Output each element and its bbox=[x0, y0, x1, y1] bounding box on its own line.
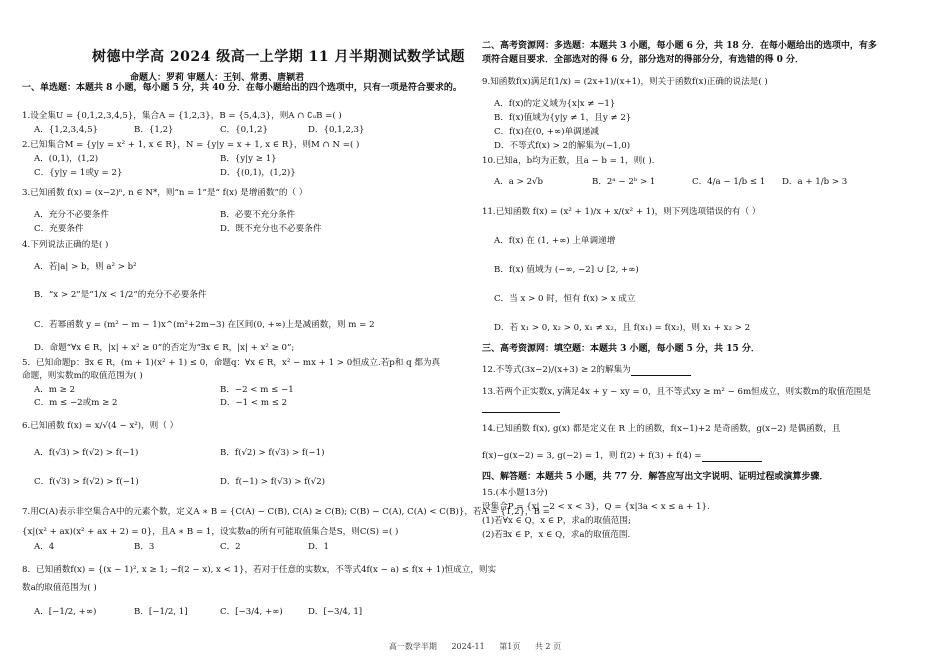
question-5-line-2: 命题，则实数m的取值范围为( ) bbox=[22, 371, 143, 381]
question-1: 1.设全集U = {0,1,2,3,4,5}，集合A = {1,2,3}，B = {5,4,3}，则A ∩ ∁ᵤB =( ) bbox=[22, 111, 342, 121]
q13-answer-blank bbox=[482, 403, 560, 413]
q7-option-b: B．3 bbox=[134, 542, 155, 552]
q6-option-d: D．f(−1) > f(√3) > f(√2) bbox=[220, 477, 326, 487]
question-2: 2.已知集合M = {y|y = x² + 1, x ∈ R}，N = {y|y = x + 1, x ∈ R}，则M ∩ N =( ) bbox=[22, 140, 360, 150]
q1-option-a: A．{1,2,3,4,5} bbox=[34, 125, 98, 135]
q1-option-b: B．{1,2} bbox=[134, 125, 174, 135]
question-7-line-2: {x|(x² + ax)(x² + ax + 2) = 0}，且A ∗ B = 1，设实数a的所有可能取值集合是S，则C(S) =( ) bbox=[22, 527, 399, 537]
question-8-line-2: 数a的取值范围为( ) bbox=[22, 583, 97, 593]
q7-option-d: D．1 bbox=[308, 542, 329, 552]
question-15-part-2: (2)若∃x ∈ P，x ∈ Q，求a的取值范围. bbox=[482, 530, 631, 540]
q4-option-b: B．“x > 2”是“1/x < 1/2”的充分不必要条件 bbox=[34, 290, 207, 300]
q5-option-c: C．m ≤ −2或m ≥ 2 bbox=[34, 398, 118, 408]
question-8-line-1: 8．已知函数f(x) = {(x − 1)², x ≥ 1; −f(2 − x), x < 1}，若对于任意的实数x，不等式4f(x − a) ≤ f(x + 1)恒成立，则实 bbox=[22, 565, 497, 575]
q2-option-b: B．{y|y ≥ 1} bbox=[220, 154, 277, 164]
question-15-part-1: (1)若∀x ∈ Q，x ∈ P，求a的取值范围; bbox=[482, 516, 631, 526]
question-9: 9.知函数f(x)满足f(1/x) = (2x+1)/(x+1)，则关于函数f(x)正确的说法是( ) bbox=[482, 77, 768, 87]
q3-option-d: D．既不充分也不必要条件 bbox=[220, 224, 322, 234]
section-single-choice: 一、单选题：本题共 8 小题，每小题 5 分，共 40 分．在每小题给出的四个选项中，只有一项是符合要求的。 bbox=[22, 83, 462, 93]
q2-option-d: D．{(0,1)，(1,2)} bbox=[220, 168, 296, 178]
q6-option-a: A．f(√3) > f(√2) > f(−1) bbox=[34, 448, 139, 458]
footer-subject: 高一数学半期 bbox=[388, 642, 437, 651]
q3-option-c: C．充要条件 bbox=[34, 224, 84, 234]
q4-option-c: C．若幂函数 y = (m² − m − 1)x^(m²+2m−3) 在区间(0, +∞)上是减函数，则 m = 2 bbox=[34, 320, 375, 330]
question-5-line-1: 5．已知命题p：∃x ∈ R，(m + 1)(x² + 1) ≤ 0，命题q：∀x ∈ R，x² − mx + 1 > 0恒成立.若p和 q 都为真 bbox=[22, 358, 441, 368]
q4-option-d: D．命题“∀x ∈ R，|x| + x² ≥ 0”的否定为“∃x ∈ R，|x| + x² ≥ 0”; bbox=[34, 343, 295, 353]
q10-option-a: A．a > 2√b bbox=[494, 177, 544, 187]
q6-option-c: C．f(√3) > f(√2) > f(−1) bbox=[34, 477, 139, 487]
q6-option-b: B．f(√2) > f(√3) > f(−1) bbox=[220, 448, 325, 458]
q9-option-d: D．不等式f(x) > 2的解集为(−1,0) bbox=[494, 141, 631, 151]
q8-option-c: C．[−3/4, +∞) bbox=[220, 607, 283, 617]
q5-option-a: A．m ≥ 2 bbox=[34, 385, 76, 395]
footer-total: 共 2 页 bbox=[534, 642, 562, 651]
q10-option-d: D．a + 1/b > 3 bbox=[782, 177, 848, 187]
section-fill-blank: 三、高考资源网：填空题：本题共 3 小题，每小题 5 分，共 15 分． bbox=[482, 344, 760, 354]
section-multi-choice-line-1: 二、高考资源网：多选题：本题共 3 小题，每小题 6 分，共 18 分．在每小题给出的选项中，有多 bbox=[482, 41, 877, 51]
section-solutions: 四、解答题：本题共 5 小题，共 77 分．解答应写出文字说明、证明过程或演算步骤． bbox=[482, 472, 829, 482]
q12-answer-blank bbox=[631, 366, 691, 376]
q8-option-d: D．[−3/4, 1] bbox=[308, 607, 363, 617]
q5-option-d: D．−1 < m ≤ 2 bbox=[220, 398, 288, 408]
q4-option-a: A．若|a| > b，则 a² > b² bbox=[34, 262, 137, 272]
exam-title: 树德中学高 2024 级高一上学期 11 月半期测试数学试题 bbox=[92, 49, 465, 65]
q7-option-c: C．2 bbox=[220, 542, 241, 552]
question-3: 3.已知函数 f(x) = (x−2)ⁿ, n ∈ N*，则“n = 1”是“ f(x) 是增函数”的（ ） bbox=[22, 188, 308, 198]
q9-option-c: C．f(x)在(0, +∞)单调递减 bbox=[494, 127, 599, 137]
q9-option-a: A．f(x)的定义域为{x|x ≠ −1} bbox=[494, 99, 616, 109]
question-12-text: 12.不等式(3x−2)/(x+3) ≥ 2的解集为 bbox=[482, 365, 631, 375]
q11-option-a: A．f(x) 在 (1, +∞) 上单调递增 bbox=[494, 236, 616, 246]
question-4: 4.下列说法正确的是( ) bbox=[22, 240, 109, 250]
question-10: 10.已知a，b均为正数，且a − b = 1，则( ). bbox=[482, 156, 655, 166]
q11-option-c: C．当 x > 0 时，恒有 f(x) > x 成立 bbox=[494, 294, 636, 304]
footer-page: 第1页 bbox=[499, 642, 521, 651]
question-13-blank-line bbox=[482, 401, 560, 413]
q3-option-a: A．充分不必要条件 bbox=[34, 210, 109, 220]
question-11: 11.已知函数 f(x) = (x² + 1)/x + x/(x² + 1)，则下列选项错误的有（ ） bbox=[482, 207, 761, 217]
q8-option-b: B．[−1/2, 1] bbox=[134, 607, 188, 617]
q10-option-c: C．4/a − 1/b ≤ 1 bbox=[692, 177, 766, 187]
page-footer bbox=[0, 641, 950, 652]
q10-option-b: B．2ᵃ − 2ᵇ > 1 bbox=[592, 177, 656, 187]
section-multi-choice-line-2: 项符合题目要求．全部选对的得 6 分，部分选对的得部分分，有选错的得 0 分． bbox=[482, 55, 805, 65]
question-12 bbox=[482, 364, 691, 376]
q7-option-a: A．4 bbox=[34, 542, 55, 552]
question-14-text: f(x)−g(x−2) = 3, g(−2) = 1，则 f(2) + f(3) + f(4) = bbox=[482, 451, 702, 461]
q1-option-c: C．{0,1,2} bbox=[220, 125, 268, 135]
q3-option-b: B．必要不充分条件 bbox=[220, 210, 296, 220]
footer-date: 2024-11 bbox=[451, 642, 485, 651]
q11-option-d: D．若 x₁ > 0, x₂ > 0, x₁ ≠ x₂，且 f(x₁) = f(x₂)，则 x₁ + x₂ > 2 bbox=[494, 323, 751, 333]
question-6: 6.已知函数 f(x) = x/√(4 − x²)，则（ ） bbox=[22, 421, 179, 431]
question-15-line-1: 设集合P = {x| −2 < x < 3}，Q = {x|3a < x ≤ a + 1}. bbox=[482, 502, 710, 512]
question-15-title: 15.(本小题13分) bbox=[482, 488, 548, 498]
q14-answer-blank bbox=[702, 452, 762, 462]
q5-option-b: B．−2 < m ≤ −1 bbox=[220, 385, 294, 395]
q9-option-b: B．f(x)值域为{y|y ≠ 1，且y ≠ 2} bbox=[494, 113, 632, 123]
q2-option-c: C．{y|y = 1或y = 2} bbox=[34, 168, 123, 178]
question-7-line-1: 7.用C(A)表示非空集合A中的元素个数，定义A ∗ B = {C(A) − C(B), C(A) ≥ C(B); C(B) − C(A), C(A) < C(B)}，若A = {1,2}，B = bbox=[22, 507, 550, 517]
question-14-line-1: 14.已知函数 f(x), g(x) 都是定义在 R 上的函数，f(x−1)+2 是奇函数，g(x−2) 是偶函数，且 bbox=[482, 424, 841, 434]
q11-option-b: B．f(x) 值域为 (−∞, −2] ∪ [2, +∞) bbox=[494, 265, 639, 275]
question-13: 13.若两个正实数x, y满足4x + y − xy = 0，且不等式xy ≥ m² − 6m恒成立，则实数m的取值范围是 bbox=[482, 387, 871, 397]
q1-option-d: D．{0,1,2,3} bbox=[308, 125, 365, 135]
q2-option-a: A．(0,1)，(1,2) bbox=[34, 154, 99, 164]
q8-option-a: A．[−1/2, +∞) bbox=[34, 607, 97, 617]
exam-authors: 命题人：罗莉 审题人：王钊、常勇、唐颖君 bbox=[130, 73, 305, 83]
question-14-line-2 bbox=[482, 450, 762, 462]
